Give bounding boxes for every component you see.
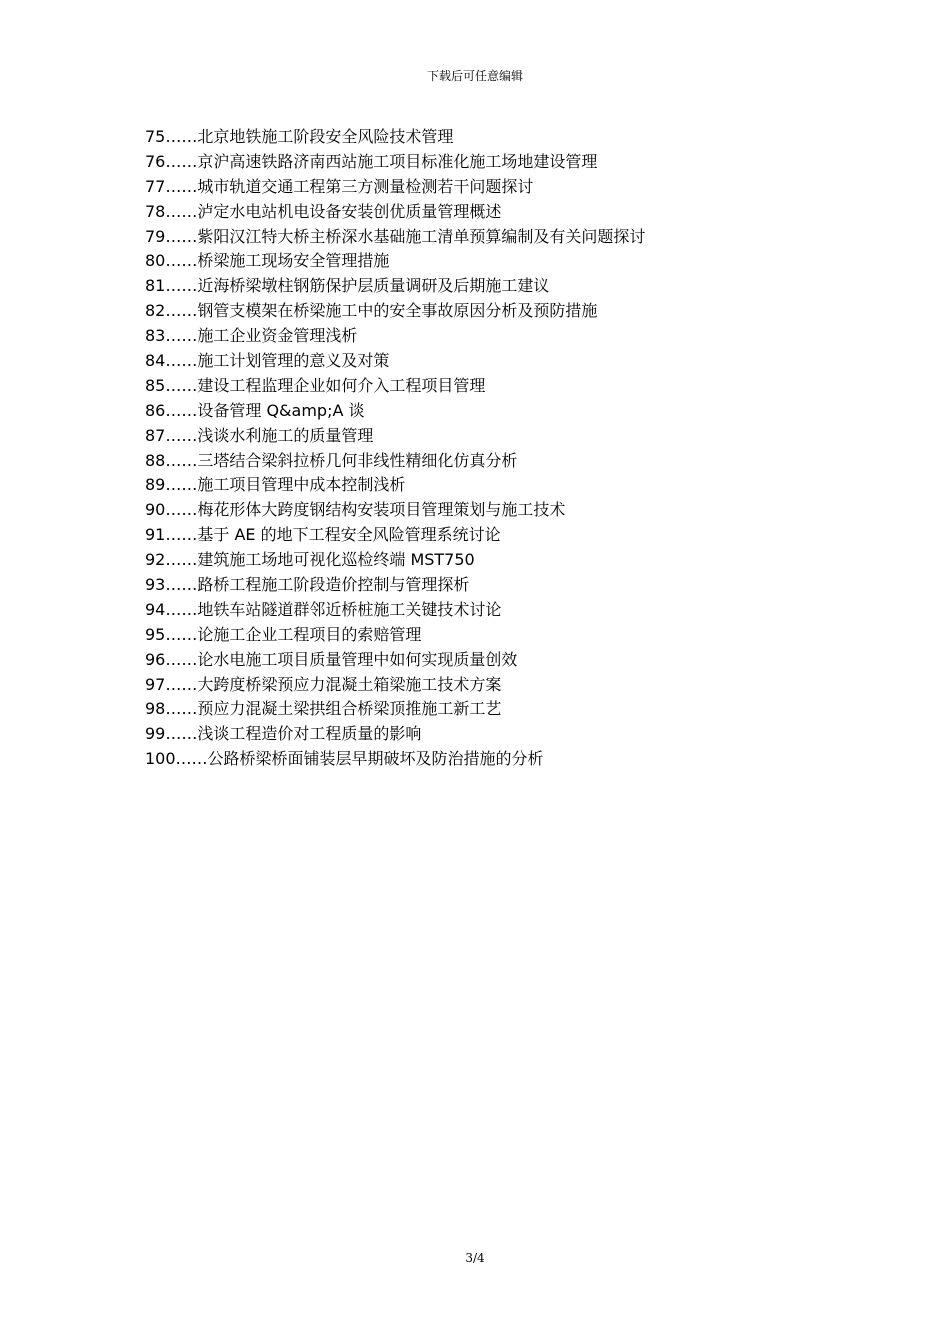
list-item: 88……三塔结合梁斜拉桥几何非线性精细化仿真分析 (145, 450, 518, 470)
page-number: 3/4 (465, 1251, 485, 1265)
list-item: 80……桥梁施工现场安全管理措施 (145, 251, 390, 271)
page-header: 下载后可任意编辑 (426, 69, 523, 83)
list-item: 100……公路桥梁桥面铺装层早期破坏及防治措施的分析 (145, 749, 544, 769)
list-item: 75……北京地铁施工阶段安全风险技术管理 (145, 127, 454, 146)
list-item: 99……浅谈工程造价对工程质量的影响 (145, 724, 422, 744)
list-item: 77……城市轨道交通工程第三方测量检测若干问题探讨 (145, 176, 534, 196)
list-item: 97……大跨度桥梁预应力混凝土箱梁施工技术方案 (145, 674, 502, 694)
list-item: 86……设备管理 Q&amp;A 谈 (145, 400, 365, 420)
list-item: 85……建设工程监理企业如何介入工程项目管理 (145, 375, 486, 395)
list-item: 98……预应力混凝土梁拱组合桥梁顶推施工新工艺 (145, 699, 502, 719)
list-item: 96……论水电施工项目质量管理中如何实现质量创效 (145, 649, 518, 669)
list-item: 82……钢管支模架在桥梁施工中的安全事故原因分析及预防措施 (145, 301, 598, 321)
list-item: 78……泸定水电站机电设备安装创优质量管理概述 (145, 201, 502, 221)
list-item: 94……地铁车站隧道群邻近桥桩施工关键技术讨论 (145, 599, 502, 619)
list-item: 90……梅花形体大跨度钢结构安装项目管理策划与施工技术 (145, 500, 566, 520)
list-item: 87……浅谈水利施工的质量管理 (145, 425, 374, 445)
list-item: 81……近海桥梁墩柱钢筋保护层质量调研及后期施工建议 (145, 276, 550, 296)
list-item: 93……路桥工程施工阶段造价控制与管理探析 (145, 575, 470, 595)
list-item: 79……紫阳汉江特大桥主桥深水基础施工清单预算编制及有关问题探讨 (145, 226, 646, 246)
article-list (145, 125, 865, 772)
list-item: 89……施工项目管理中成本控制浅析 (145, 475, 406, 495)
list-item: 83……施工企业资金管理浅析 (145, 326, 358, 346)
list-item: 92……建筑施工场地可视化巡检终端 MST750 (145, 550, 475, 570)
list-item: 76……京沪高速铁路济南西站施工项目标准化施工场地建设管理 (145, 151, 598, 171)
list-item: 91……基于 AE 的地下工程安全风险管理系统讨论 (145, 525, 501, 545)
list-item: 95……论施工企业工程项目的索赔管理 (145, 624, 422, 644)
list-item: 84……施工计划管理的意义及对策 (145, 351, 390, 371)
